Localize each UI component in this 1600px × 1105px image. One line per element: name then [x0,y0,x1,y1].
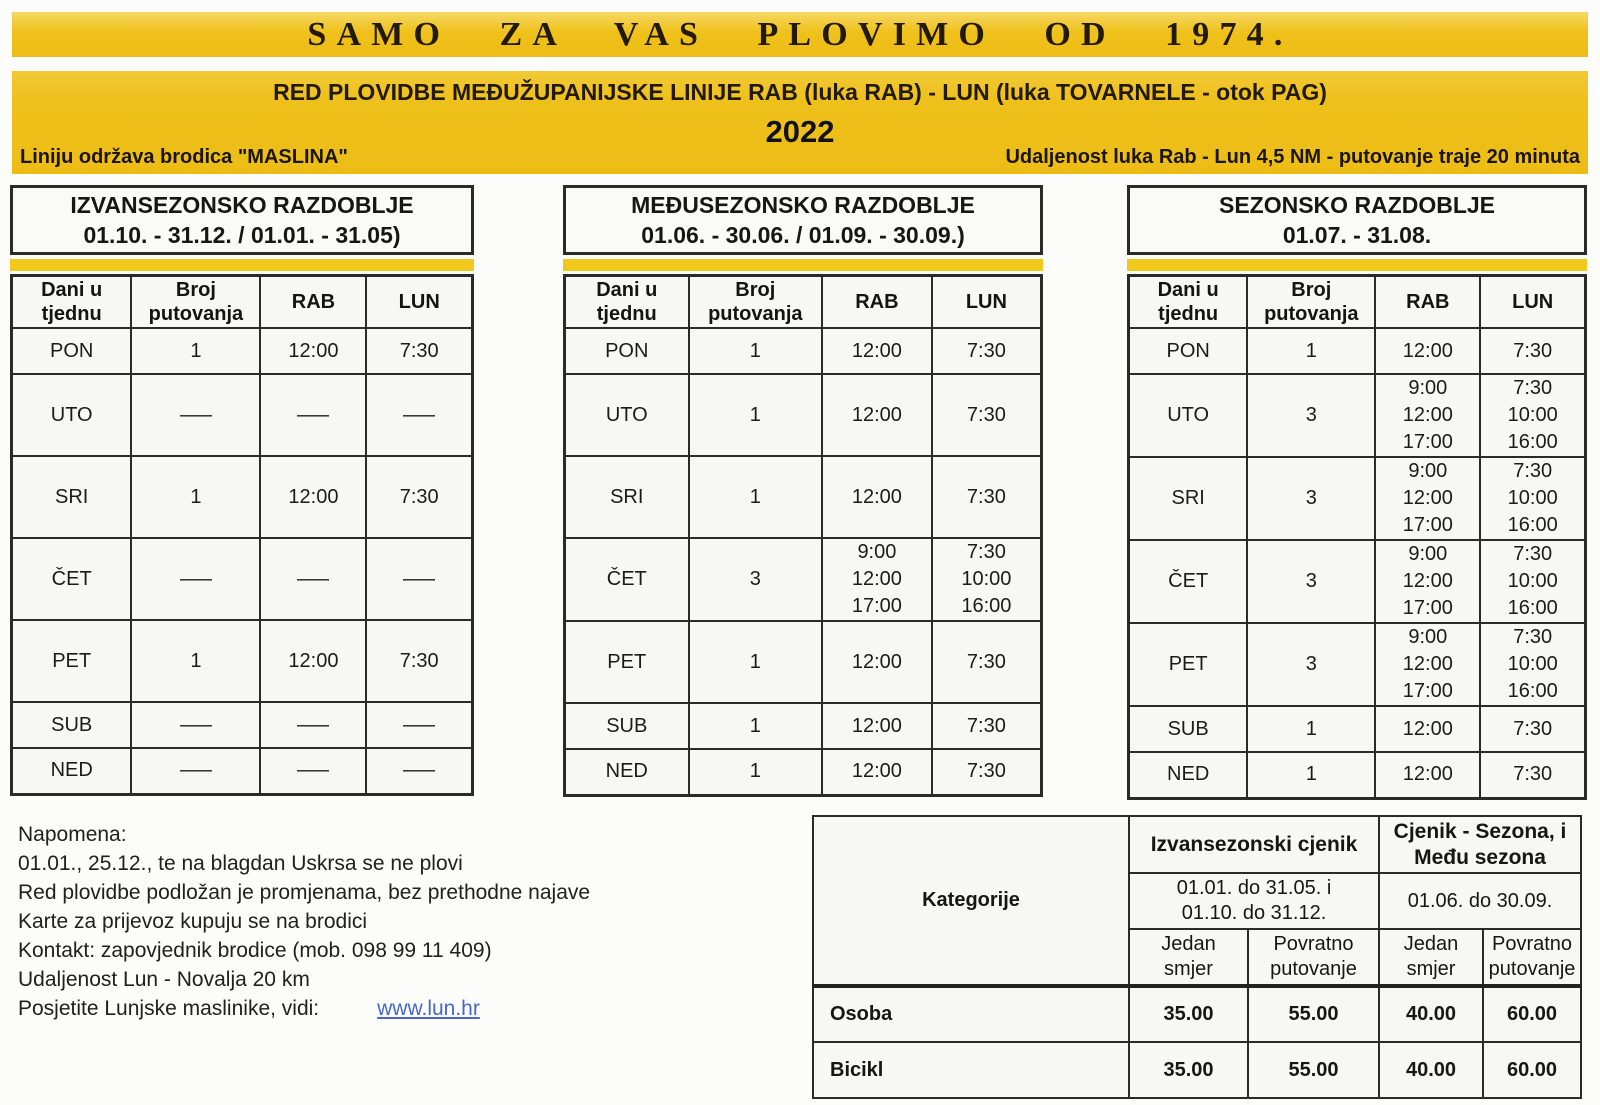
midseason-schedule-section [563,185,1043,797]
day-cell: UTO [565,374,689,456]
lun-departures-cell: 7:30 [932,456,1042,538]
yellow-strip [1127,259,1587,271]
lun-departures-cell: 7:30 [1480,706,1585,752]
trips-count-cell: 1 [689,703,823,749]
trips-count-cell: 1 [689,328,823,374]
price-row-osoba [813,986,1581,1042]
price-cell: 40.00 [1379,1042,1483,1098]
schedule-row [1129,623,1586,706]
schedule-subtitle: 01.10. - 31.12. / 01.01. - 31.05) [83,222,401,248]
price-cell: 60.00 [1483,1042,1581,1098]
schedule-subtitle: 01.06. - 30.06. / 01.09. - 30.09.) [641,222,965,248]
category-cell: Bicikl [813,1042,1129,1098]
lun-departures-cell: 7:30 [932,703,1042,749]
price-row-bicikl [813,1042,1581,1098]
trips-count-cell: 1 [1247,752,1375,798]
yellow-strip [563,259,1043,271]
lun-departures-cell: 7:30 10:00 16:00 [1480,457,1585,540]
schedule-title: MEĐUSEZONSKO RAZDOBLJE [631,192,975,218]
trips-column-header: Broj putovanja [689,276,823,329]
lun-departures-cell: 7:30 [366,328,472,374]
trips-count-cell: 1 [689,456,823,538]
trips-count-cell: 1 [689,621,823,703]
schedule-row [1129,752,1586,798]
schedule-row [1129,374,1586,457]
trips-count-cell: 3 [689,538,823,621]
offseason-price-group-header: Izvansezonski cjenik [1129,816,1379,873]
price-cell: 40.00 [1379,986,1483,1042]
schedule-row [12,456,473,538]
rab-departures-cell: — [260,374,366,456]
lun-departures-cell: — [366,748,472,794]
price-cell: 55.00 [1248,986,1379,1042]
rab-departures-cell: 12:00 [1375,706,1480,752]
season-schedule-table [1127,274,1587,800]
top-banner [12,12,1588,57]
note-line: Karte za prijevoz kupuju se na brodici [18,910,368,933]
distance-note: Udaljenost luka Rab - Lun 4,5 NM - putovanje traje 20 minuta [1005,146,1580,168]
trips-count-cell: 3 [1247,457,1375,540]
rab-departures-cell: — [260,748,366,794]
route-title: RED PLOVIDBE MEĐUŽUPANIJSKE LINIJE RAB (luka RAB) - LUN (luka TOVARNELE - otok PAG) [273,79,1327,105]
trips-count-cell: 3 [1247,540,1375,623]
day-cell: PET [565,621,689,703]
day-cell: SUB [565,703,689,749]
schedule-title: SEZONSKO RAZDOBLJE [1218,192,1496,218]
schedule-row [565,703,1042,749]
rab-departures-cell: 12:00 [822,703,932,749]
day-cell: PON [12,328,132,374]
trips-count-cell: — [131,538,260,620]
day-cell: SRI [12,456,132,538]
season-schedule-section [1127,185,1587,800]
day-cell: PET [1129,623,1248,706]
schedule-row [565,374,1042,456]
lun-departures-cell: 7:30 [932,749,1042,795]
lun-departures-cell: 7:30 10:00 16:00 [1480,540,1585,623]
lun-departures-cell: 7:30 [1480,328,1585,374]
schedule-row [565,621,1042,703]
offseason-schedule-section [10,185,474,796]
offseason-dates-cell: 01.01. do 31.05. i 01.10. do 31.12. [1129,873,1379,929]
trips-count-cell: 1 [689,749,823,795]
lun-column-header: LUN [1480,276,1585,329]
schedule-row [565,749,1042,795]
lun-departures-cell: — [366,702,472,748]
midseason-schedule-header [563,185,1043,255]
schedule-row [12,374,473,456]
lun-departures-cell: — [366,374,472,456]
lun-hr-link[interactable]: www.lun.hr [377,997,480,1020]
rab-departures-cell: 9:00 12:00 17:00 [1375,540,1480,623]
midseason-schedule-table [563,274,1043,797]
lun-column-header: LUN [932,276,1042,329]
link-prefix: Posjetite Lunjske maslinike, vidi: [18,997,320,1020]
note-line: Red plovidbe podložan je promjenama, bez prethodne najave [18,881,591,904]
trips-column-header: Broj putovanja [1247,276,1375,329]
trips-column-header: Broj putovanja [131,276,260,329]
schedule-row [1129,706,1586,752]
rab-departures-cell: 12:00 [260,620,366,702]
trips-count-cell: 1 [1247,706,1375,752]
trips-count-cell: — [131,702,260,748]
trips-count-cell: 1 [131,328,260,374]
schedule-subtitle: 01.07. - 31.08. [1282,222,1432,248]
schedule-row [12,748,473,794]
rab-column-header: RAB [822,276,932,329]
schedule-row [1129,540,1586,623]
day-cell: SRI [1129,457,1248,540]
offseason-schedule-table [10,274,474,796]
rab-departures-cell: — [260,702,366,748]
day-cell: ČET [1129,540,1248,623]
schedule-row [565,456,1042,538]
note-line: Kontakt: zapovjednik brodice (mob. 098 99 11 409) [18,939,492,962]
rab-column-header: RAB [260,276,366,329]
rab-departures-cell: 9:00 12:00 17:00 [1375,457,1480,540]
day-column-header: Dani u tjednu [565,276,689,329]
rab-column-header: RAB [1375,276,1480,329]
schedule-title: IZVANSEZONSKO RAZDOBLJE [70,192,414,218]
lun-departures-cell: 7:30 10:00 16:00 [1480,374,1585,457]
price-cell: 35.00 [1129,986,1248,1042]
yellow-strip [10,259,474,271]
offseason-schedule-header [10,185,474,255]
day-cell: PON [1129,328,1248,374]
rab-departures-cell: 12:00 [1375,328,1480,374]
rab-departures-cell: 9:00 12:00 17:00 [1375,374,1480,457]
note-line: Udaljenost Lun - Novalja 20 km [18,968,310,991]
category-cell: Osoba [813,986,1129,1042]
schedule-row [12,328,473,374]
lun-departures-cell: 7:30 [932,328,1042,374]
lun-departures-cell: 7:30 [366,456,472,538]
trips-count-cell: 1 [131,620,260,702]
season-price-group-header: Cjenik - Sezona, i Među sezona [1379,816,1581,873]
lun-departures-cell: 7:30 [932,621,1042,703]
rab-departures-cell: 9:00 12:00 17:00 [1375,623,1480,706]
day-cell: UTO [1129,374,1248,457]
lun-departures-cell: — [366,538,472,620]
return-header-cell: Povratno putovanje [1248,929,1379,986]
rab-departures-cell: 12:00 [1375,752,1480,798]
trips-count-cell: 1 [1247,328,1375,374]
day-column-header: Dani u tjednu [12,276,132,329]
schedule-column-header-row [565,276,1042,329]
trips-count-cell: 3 [1247,623,1375,706]
vessel-note: Liniju održava brodica "MASLINA" [20,146,348,168]
day-cell: SUB [12,702,132,748]
one-way-header-cell: Jedan smjer [1379,929,1483,986]
schedule-column-header-row [12,276,473,329]
top-banner-title: SAMO ZA VAS PLOVIMO OD 1974. [307,15,1293,53]
rab-departures-cell: 12:00 [260,456,366,538]
rab-departures-cell: 12:00 [822,374,932,456]
schedule-row [565,328,1042,374]
return-header-cell: Povratno putovanje [1483,929,1581,986]
day-cell: PON [565,328,689,374]
price-header-row [813,816,1581,873]
trips-count-cell: 1 [689,374,823,456]
rab-departures-cell: — [260,538,366,620]
route-banner [12,71,1588,174]
rab-departures-cell: 12:00 [822,456,932,538]
rab-departures-cell: 12:00 [822,749,932,795]
day-cell: NED [1129,752,1248,798]
season-dates-cell: 01.06. do 30.09. [1379,873,1581,929]
schedule-row [12,702,473,748]
schedule-row [12,538,473,620]
rab-departures-cell: 9:00 12:00 17:00 [822,538,932,621]
day-cell: PET [12,620,132,702]
schedule-row [565,538,1042,621]
one-way-header-cell: Jedan smjer [1129,929,1248,986]
schedule-column-header-row [1129,276,1586,329]
lun-departures-cell: 7:30 10:00 16:00 [932,538,1042,621]
trips-count-cell: — [131,374,260,456]
note-line: 01.01., 25.12., te na blagdan Uskrsa se ne plovi [18,852,463,875]
rab-departures-cell: 12:00 [822,621,932,703]
price-cell: 60.00 [1483,986,1581,1042]
note-line-with-link [18,994,590,1023]
notes-section [18,820,590,1023]
season-schedule-header [1127,185,1587,255]
trips-count-cell: 1 [131,456,260,538]
day-column-header: Dani u tjednu [1129,276,1248,329]
route-banner-bottom-row [20,146,1580,169]
day-cell: SUB [1129,706,1248,752]
schedule-row [1129,328,1586,374]
year-label: 2022 [765,114,835,149]
lun-departures-cell: 7:30 [366,620,472,702]
rab-departures-cell: 12:00 [822,328,932,374]
rab-departures-cell: 12:00 [260,328,366,374]
day-cell: SRI [565,456,689,538]
lun-column-header: LUN [366,276,472,329]
lun-departures-cell: 7:30 [1480,752,1585,798]
day-cell: ČET [565,538,689,621]
categories-header-cell: Kategorije [813,816,1129,986]
notes-heading: Napomena: [18,823,127,846]
schedule-row [1129,457,1586,540]
day-cell: UTO [12,374,132,456]
schedule-row [12,620,473,702]
price-cell: 55.00 [1248,1042,1379,1098]
day-cell: ČET [12,538,132,620]
trips-count-cell: — [131,748,260,794]
lun-departures-cell: 7:30 10:00 16:00 [1480,623,1585,706]
day-cell: NED [565,749,689,795]
day-cell: NED [12,748,132,794]
price-table [812,815,1582,1099]
price-cell: 35.00 [1129,1042,1248,1098]
lun-departures-cell: 7:30 [932,374,1042,456]
trips-count-cell: 3 [1247,374,1375,457]
